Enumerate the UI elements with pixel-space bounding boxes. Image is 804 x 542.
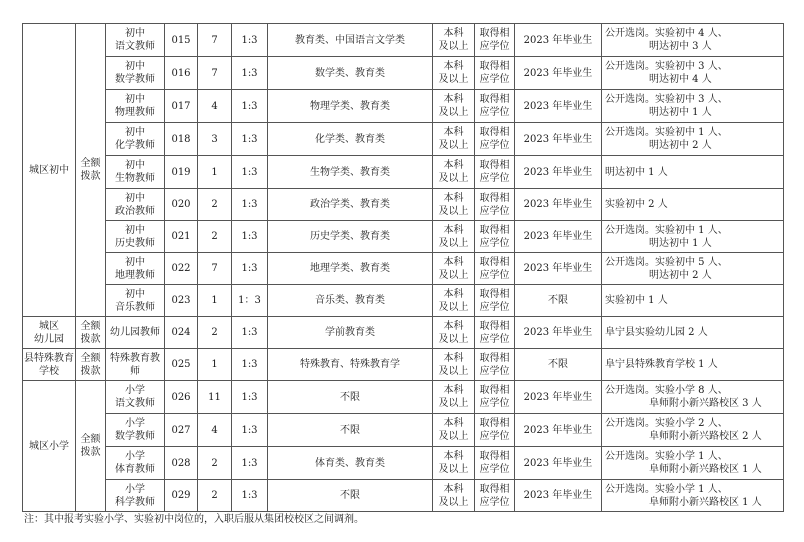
requirement-cell: 2023 年毕业生 (515, 221, 602, 253)
remark-line: 实验初中 1 人 (605, 295, 668, 306)
count-cell: 2 (198, 480, 232, 512)
requirement-cell: 2023 年毕业生 (515, 447, 602, 480)
education-cell: 本科 及以上 (433, 447, 475, 480)
ratio-cell: 1:3 (232, 156, 268, 189)
code-cell: 016 (165, 57, 198, 90)
education-cell: 本科 及以上 (433, 57, 475, 90)
remark-line: 公开选岗。实验初中 3 人、 (605, 94, 728, 105)
count-cell: 11 (198, 381, 232, 414)
count-cell: 2 (198, 221, 232, 253)
degree-cell: 取得相 应学位 (475, 447, 515, 480)
degree-cell: 取得相 应学位 (475, 349, 515, 381)
remark-cell (602, 156, 784, 189)
major-cell: 学前教育类 (268, 317, 433, 349)
remark-line: 公开选岗。实验小学 8 人、 (605, 385, 728, 396)
funding-type-cell: 全额 拨款 (76, 24, 106, 317)
education-cell: 本科 及以上 (433, 156, 475, 189)
table-row (23, 189, 784, 221)
requirement-cell: 2023 年毕业生 (515, 57, 602, 90)
code-cell: 021 (165, 221, 198, 253)
code-cell: 026 (165, 381, 198, 414)
remark-cell (602, 447, 784, 480)
education-cell: 本科 及以上 (433, 381, 475, 414)
remark-line: 公开选岗。实验小学 1 人、 (605, 451, 728, 462)
ratio-cell: 1:3 (232, 189, 268, 221)
requirement-cell: 2023 年毕业生 (515, 24, 602, 57)
count-cell: 4 (198, 90, 232, 123)
table-row (23, 221, 784, 253)
position-cell: 初中 政治教师 (106, 189, 165, 221)
remark-line: 公开选岗。实验小学 1 人、 (605, 483, 728, 495)
table-row (23, 285, 784, 317)
major-cell: 不限 (268, 381, 433, 414)
code-cell: 017 (165, 90, 198, 123)
count-cell: 7 (198, 253, 232, 285)
ratio-cell: 1:3 (232, 24, 268, 57)
position-cell: 初中 化学教师 (106, 123, 165, 156)
ratio-cell: 1：3 (232, 285, 268, 317)
degree-cell: 取得相 应学位 (475, 221, 515, 253)
position-cell: 小学 数学教师 (106, 414, 165, 447)
education-cell: 本科 及以上 (433, 253, 475, 285)
requirement-cell: 2023 年毕业生 (515, 123, 602, 156)
remark-cell (602, 381, 784, 414)
major-cell: 历史学类、教育类 (268, 221, 433, 253)
degree-cell: 取得相 应学位 (475, 253, 515, 285)
remark-line: 阜师附小新兴路校区 3 人 (649, 398, 762, 409)
remark-line: 明达初中 4 人 (649, 74, 712, 85)
major-cell: 数学类、教育类 (268, 57, 433, 90)
code-cell: 022 (165, 253, 198, 285)
table-row (23, 156, 784, 189)
funding-type-cell: 全额 拨款 (76, 381, 106, 512)
remark-cell (602, 24, 784, 57)
major-cell: 教育类、中国语言文学类 (268, 24, 433, 57)
ratio-cell: 1:3 (232, 381, 268, 414)
table-row (23, 447, 784, 480)
degree-cell: 取得相 应学位 (475, 189, 515, 221)
remark-line: 公开选岗。实验初中 5 人、 (605, 256, 728, 268)
requirement-cell: 不限 (515, 285, 602, 317)
count-cell: 7 (198, 24, 232, 57)
position-cell: 初中 生物教师 (106, 156, 165, 189)
requirement-cell: 2023 年毕业生 (515, 156, 602, 189)
ratio-cell: 1:3 (232, 123, 268, 156)
remark-cell (602, 90, 784, 123)
remark-line: 明达初中 1 人 (649, 107, 712, 118)
remark-line: 公开选岗。实验初中 3 人、 (605, 61, 728, 72)
ratio-cell: 1:3 (232, 317, 268, 349)
requirement-cell: 2023 年毕业生 (515, 381, 602, 414)
position-cell: 初中 地理教师 (106, 253, 165, 285)
position-cell: 幼儿园教师 (106, 317, 165, 349)
code-cell: 024 (165, 317, 198, 349)
code-cell: 018 (165, 123, 198, 156)
remark-line: 阜师附小新兴路校区 1 人 (649, 496, 762, 508)
remark-cell (602, 317, 784, 349)
position-cell: 小学 体育教师 (106, 447, 165, 480)
education-cell: 本科 及以上 (433, 349, 475, 381)
requirement-cell: 2023 年毕业生 (515, 189, 602, 221)
remark-line: 阜宁县实验幼儿园 2 人 (605, 327, 708, 338)
major-cell: 体育类、教育类 (268, 447, 433, 480)
table-row (23, 24, 784, 57)
table-row (23, 317, 784, 349)
table-row (23, 123, 784, 156)
major-cell: 音乐类、教育类 (268, 285, 433, 317)
requirement-cell: 2023 年毕业生 (515, 253, 602, 285)
recruiting-unit-cell: 城区 幼儿园 (23, 317, 76, 349)
table-row (23, 480, 784, 512)
remark-line: 阜宁县特殊教育学校 1 人 (605, 359, 718, 370)
code-cell: 028 (165, 447, 198, 480)
position-cell: 小学 科学教师 (106, 480, 165, 512)
position-cell: 特殊教育教 师 (106, 349, 165, 381)
education-cell: 本科 及以上 (433, 123, 475, 156)
count-cell: 3 (198, 123, 232, 156)
count-cell: 2 (198, 447, 232, 480)
remark-line: 阜师附小新兴路校区 1 人 (649, 464, 762, 475)
recruiting-unit-cell: 县特殊教育 学校 (23, 349, 76, 381)
degree-cell: 取得相 应学位 (475, 285, 515, 317)
funding-type-cell: 全额 拨款 (76, 349, 106, 381)
remark-line: 公开选岗。实验初中 1 人、 (605, 224, 728, 236)
remark-cell (602, 349, 784, 381)
degree-cell: 取得相 应学位 (475, 90, 515, 123)
major-cell: 化学类、教育类 (268, 123, 433, 156)
code-cell: 027 (165, 414, 198, 447)
education-cell: 本科 及以上 (433, 480, 475, 512)
position-cell: 初中 历史教师 (106, 221, 165, 253)
major-cell: 生物学类、教育类 (268, 156, 433, 189)
remark-line: 明达初中 2 人 (649, 269, 712, 281)
major-cell: 特殊教育、特殊教育学 (268, 349, 433, 381)
requirement-cell: 2023 年毕业生 (515, 90, 602, 123)
education-cell: 本科 及以上 (433, 317, 475, 349)
code-cell: 015 (165, 24, 198, 57)
position-cell: 初中 数学教师 (106, 57, 165, 90)
remark-cell (602, 253, 784, 285)
remark-cell (602, 221, 784, 253)
ratio-cell: 1:3 (232, 253, 268, 285)
requirement-cell: 2023 年毕业生 (515, 317, 602, 349)
position-cell: 初中 物理教师 (106, 90, 165, 123)
count-cell: 2 (198, 317, 232, 349)
requirement-cell: 不限 (515, 349, 602, 381)
major-cell: 不限 (268, 480, 433, 512)
recruiting-unit-cell: 城区小学 (23, 381, 76, 512)
requirement-cell: 2023 年毕业生 (515, 480, 602, 512)
education-cell: 本科 及以上 (433, 285, 475, 317)
table-row (23, 90, 784, 123)
remark-line: 明达初中 1 人 (649, 237, 712, 249)
education-cell: 本科 及以上 (433, 414, 475, 447)
degree-cell: 取得相 应学位 (475, 480, 515, 512)
code-cell: 023 (165, 285, 198, 317)
ratio-cell: 1:3 (232, 349, 268, 381)
remark-cell (602, 189, 784, 221)
major-cell: 物理学类、教育类 (268, 90, 433, 123)
remark-line: 明达初中 2 人 (649, 140, 712, 151)
remark-line: 实验初中 2 人 (605, 199, 668, 210)
ratio-cell: 1:3 (232, 90, 268, 123)
count-cell: 1 (198, 156, 232, 189)
remark-line: 公开选岗。实验初中 4 人、 (605, 28, 728, 39)
education-cell: 本科 及以上 (433, 90, 475, 123)
ratio-cell: 1:3 (232, 221, 268, 253)
footnote: 注：其中报考实验小学、实验初中岗位的，入职后服从集团校校区之间调剂。 (24, 514, 364, 525)
ratio-cell: 1:3 (232, 414, 268, 447)
table-row (23, 253, 784, 285)
remark-cell (602, 57, 784, 90)
education-cell: 本科 及以上 (433, 221, 475, 253)
ratio-cell: 1:3 (232, 447, 268, 480)
table-row (23, 57, 784, 90)
degree-cell: 取得相 应学位 (475, 414, 515, 447)
remark-line: 阜师附小新兴路校区 2 人 (649, 431, 762, 442)
remark-line: 明达初中 1 人 (605, 166, 668, 178)
count-cell: 7 (198, 57, 232, 90)
count-cell: 2 (198, 189, 232, 221)
degree-cell: 取得相 应学位 (475, 381, 515, 414)
funding-type-cell: 全额 拨款 (76, 317, 106, 349)
table-row (23, 414, 784, 447)
degree-cell: 取得相 应学位 (475, 156, 515, 189)
count-cell: 1 (198, 349, 232, 381)
recruitment-table (22, 23, 784, 512)
degree-cell: 取得相 应学位 (475, 24, 515, 57)
position-cell: 初中 音乐教师 (106, 285, 165, 317)
code-cell: 019 (165, 156, 198, 189)
position-cell: 小学 语文教师 (106, 381, 165, 414)
position-cell: 初中 语文教师 (106, 24, 165, 57)
education-cell: 本科 及以上 (433, 189, 475, 221)
count-cell: 4 (198, 414, 232, 447)
education-cell: 本科 及以上 (433, 24, 475, 57)
code-cell: 025 (165, 349, 198, 381)
ratio-cell: 1:3 (232, 57, 268, 90)
major-cell: 不限 (268, 414, 433, 447)
major-cell: 政治学类、教育类 (268, 189, 433, 221)
remark-cell (602, 414, 784, 447)
count-cell: 1 (198, 285, 232, 317)
major-cell: 地理学类、教育类 (268, 253, 433, 285)
code-cell: 029 (165, 480, 198, 512)
remark-line: 公开选岗。实验小学 2 人、 (605, 418, 728, 429)
remark-line: 明达初中 3 人 (649, 41, 712, 52)
ratio-cell: 1:3 (232, 480, 268, 512)
requirement-cell: 2023 年毕业生 (515, 414, 602, 447)
code-cell: 020 (165, 189, 198, 221)
remark-cell (602, 480, 784, 512)
remark-cell (602, 285, 784, 317)
table-row (23, 381, 784, 414)
degree-cell: 取得相 应学位 (475, 317, 515, 349)
table-row (23, 349, 784, 381)
remark-cell (602, 123, 784, 156)
recruiting-unit-cell: 城区初中 (23, 24, 76, 317)
degree-cell: 取得相 应学位 (475, 123, 515, 156)
degree-cell: 取得相 应学位 (475, 57, 515, 90)
remark-line: 公开选岗。实验初中 1 人、 (605, 127, 728, 138)
